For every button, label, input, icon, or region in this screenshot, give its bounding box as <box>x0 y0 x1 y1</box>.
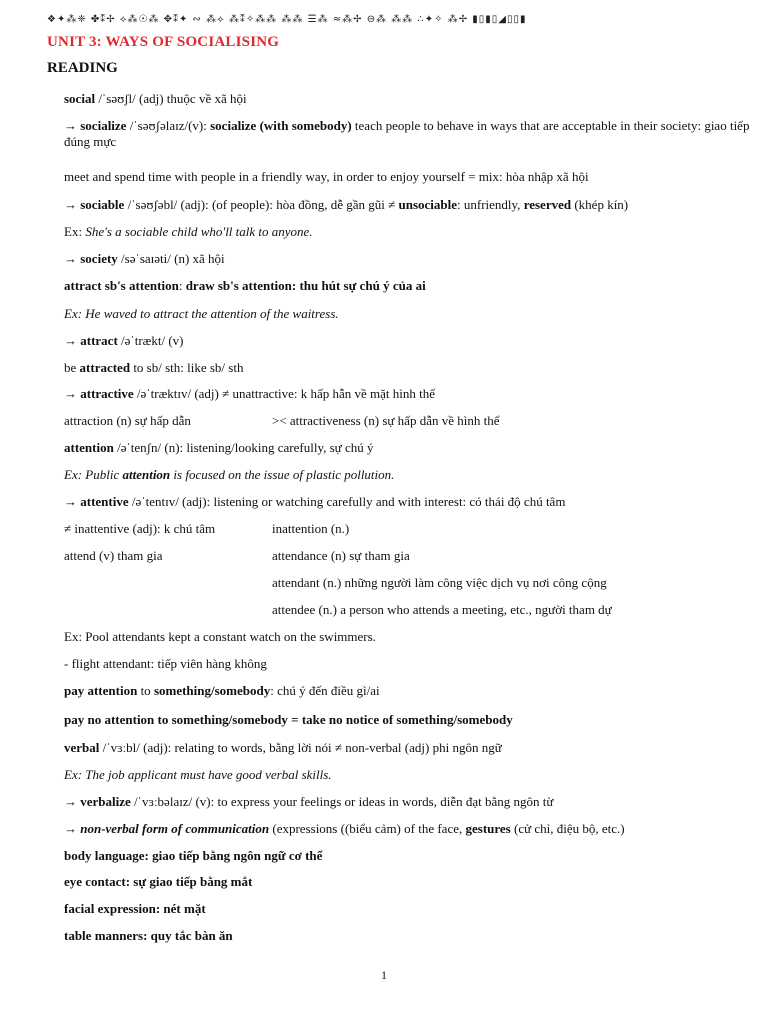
vocab-line <box>64 118 754 150</box>
vocab-line <box>64 521 350 537</box>
text-run: /ˈvɜːbəlaɪz/ (v): to express your feelings or ideas in words, diễn đạt bằng ngôn từ <box>130 794 554 809</box>
vocab-line <box>64 251 225 267</box>
text-run: table manners: quy tắc bàn ăn <box>64 928 233 943</box>
vocab-line <box>64 386 435 402</box>
vocab-line <box>64 683 380 699</box>
text-run: eye contact: sự giao tiếp bằng mắt <box>64 874 253 889</box>
text-run: teach people to behave in ways that are acceptable in their society: giao tiếp đúng mực <box>64 118 750 149</box>
text-run: socialize (with somebody) <box>210 118 352 133</box>
text-run: : <box>178 278 186 293</box>
left-column-text: attraction (n) sự hấp dẫn <box>64 413 191 428</box>
text-run: /ˈvɜːbl/ (adj): relating to words, bằng lời nói ≠ non-verbal (adj) phi ngôn ngữ <box>99 740 502 755</box>
vocab-line <box>64 224 313 240</box>
text-run: attractive <box>80 386 134 401</box>
text-run: socialize <box>80 118 127 133</box>
text-run: is focused on the issue of plastic pollution. <box>170 467 395 482</box>
text-run: non-verbal form of communication <box>80 821 270 836</box>
text-run: reserved <box>523 197 572 212</box>
text-run: pay attention <box>64 683 138 698</box>
unit-title: UNIT 3: WAYS OF SOCIALISING <box>47 34 280 50</box>
vocab-line <box>64 197 628 213</box>
text-run: → <box>64 197 81 212</box>
text-run: (expressions ((biểu cảm) of the face, <box>269 821 466 836</box>
vocab-line <box>64 874 252 890</box>
text-run: society <box>80 251 118 266</box>
text-run: verbalize <box>80 794 131 809</box>
text-run: Ex: He waved to attract the attention of the waitress. <box>64 306 339 321</box>
vocab-line <box>64 794 553 810</box>
text-run: /ˈsəʊʃl/ (adj) thuộc về xã hội <box>95 91 247 106</box>
vocab-line <box>64 740 502 756</box>
left-column-text: attend (v) tham gia <box>64 548 163 563</box>
text-run: to sb/ sth: like sb/ sth <box>130 360 244 375</box>
text-run: Ex: The job applicant must have good verbal skills. <box>64 767 332 782</box>
vocab-line <box>64 467 394 483</box>
text-run: → <box>64 333 81 348</box>
text-run: : unfriendly, <box>457 197 524 212</box>
text-run: attention <box>64 440 114 455</box>
vocab-line <box>64 712 513 728</box>
text-run: → <box>64 821 81 836</box>
text-run: sociable <box>80 197 125 212</box>
text-run: /əˈtrækt/ (v) <box>117 333 184 348</box>
text-run: → <box>64 118 81 133</box>
text-run: to <box>137 683 154 698</box>
right-column-text: attendance (n) sự tham gia <box>272 548 410 563</box>
text-run: /ˈsəʊʃəlaɪz/(v): <box>126 118 211 133</box>
right-column-text: inattention (n.) <box>272 521 350 536</box>
vocab-line <box>64 767 332 783</box>
vocab-line <box>64 440 373 456</box>
text-run: social <box>64 91 96 106</box>
text-run: (khép kín) <box>571 197 629 212</box>
text-run: /əˈtentɪv/ (adj): listening or watching carefully and with interest: có thái độ chú tâm <box>128 494 566 509</box>
text-run: /əˈtræktɪv/ (adj) ≠ unattractive: k hấp hẫn về mặt hình thể <box>133 386 436 401</box>
text-run: draw sb's attention: thu hút sự chú ý của ai <box>185 278 426 293</box>
text-run: gestures <box>465 821 511 836</box>
text-run: pay no attention to something/somebody = take no notice of something/somebody <box>64 712 513 727</box>
text-run: verbal <box>64 740 100 755</box>
text-run: body language: giao tiếp bằng ngôn ngữ cơ thể <box>64 848 323 863</box>
right-column-text: attendee (n.) a person who attends a meeting, etc., người tham dự <box>272 602 612 617</box>
vocab-line <box>64 333 184 349</box>
vocab-line <box>64 548 410 564</box>
text-run: attention <box>122 467 171 482</box>
left-column-text: ≠ inattentive (adj): k chú tâm <box>64 521 216 536</box>
vocab-line <box>64 494 565 510</box>
text-run: unsociable <box>398 197 458 212</box>
text-run: → <box>64 794 81 809</box>
text-run: /səˈsaɪəti/ (n) xã hội <box>117 251 225 266</box>
text-run: - flight attendant: tiếp viên hàng không <box>64 656 267 671</box>
right-column-text: >< attractiveness (n) sự hấp dẫn về hình thể <box>272 413 500 428</box>
text-run: : chú ý đến điều gì/ai <box>270 683 380 698</box>
text-run: (cử chỉ, điệu bộ, etc.) <box>510 821 625 836</box>
page-number: 1 <box>381 968 387 982</box>
vocab-line <box>64 901 206 917</box>
text-run: /əˈtenʃn/ (n): listening/looking carefully, sự chú ý <box>113 440 374 455</box>
vocab-line <box>64 413 500 429</box>
vocab-line <box>64 306 339 322</box>
text-run: → <box>64 251 81 266</box>
right-column-text: attendant (n.) những người làm công việc dịch vụ nơi công cộng <box>272 575 607 590</box>
text-run: Ex: <box>64 224 86 239</box>
text-run: Ex: Public <box>64 467 123 482</box>
vocab-line <box>64 656 267 672</box>
text-run: facial expression: nét mặt <box>64 901 206 916</box>
text-run: /ˈsəʊʃəbl/ (adj): (of people): hòa đồng, dễ gần gũi ≠ <box>124 197 399 212</box>
text-run: She's a sociable child who'll talk to anyone. <box>85 224 313 239</box>
text-run: attracted <box>79 360 131 375</box>
vocab-line <box>64 928 233 944</box>
text-run: attract <box>80 333 118 348</box>
text-run: attentive <box>80 494 129 509</box>
text-run: meet and spend time with people in a friendly way, in order to enjoy yourself = mix: hòa nhập xã hội <box>64 169 589 184</box>
vocab-line <box>64 821 625 837</box>
text-run: something/somebody <box>153 683 271 698</box>
vocab-line <box>64 848 322 864</box>
text-run: → <box>64 494 81 509</box>
vocab-line <box>64 91 247 107</box>
text-run: be <box>64 360 80 375</box>
vocab-line <box>64 169 589 185</box>
vocab-line <box>64 629 376 645</box>
text-run: Ex: Pool attendants kept a constant watch on the swimmers. <box>64 629 376 644</box>
vocab-line <box>64 278 426 294</box>
text-run: attract sb's attention <box>64 278 179 293</box>
garbled-header-text: ❖✦⁂❈ ✤⁑✢ ⟡⁂☉⁂ ✥⁑✦ ∾ ⁂⟡ ⁂⁑✧⁂⁂ ⁂⁂ ☰⁂ ≈⁂✢ ⊖⁂ ⁂⁂ ∴✦✧ ⁂✢ ▮▯▮▯◢▯▯▮ <box>47 14 527 25</box>
vocab-line <box>64 360 243 376</box>
text-run: → <box>64 386 81 401</box>
section-heading: READING <box>47 60 118 76</box>
